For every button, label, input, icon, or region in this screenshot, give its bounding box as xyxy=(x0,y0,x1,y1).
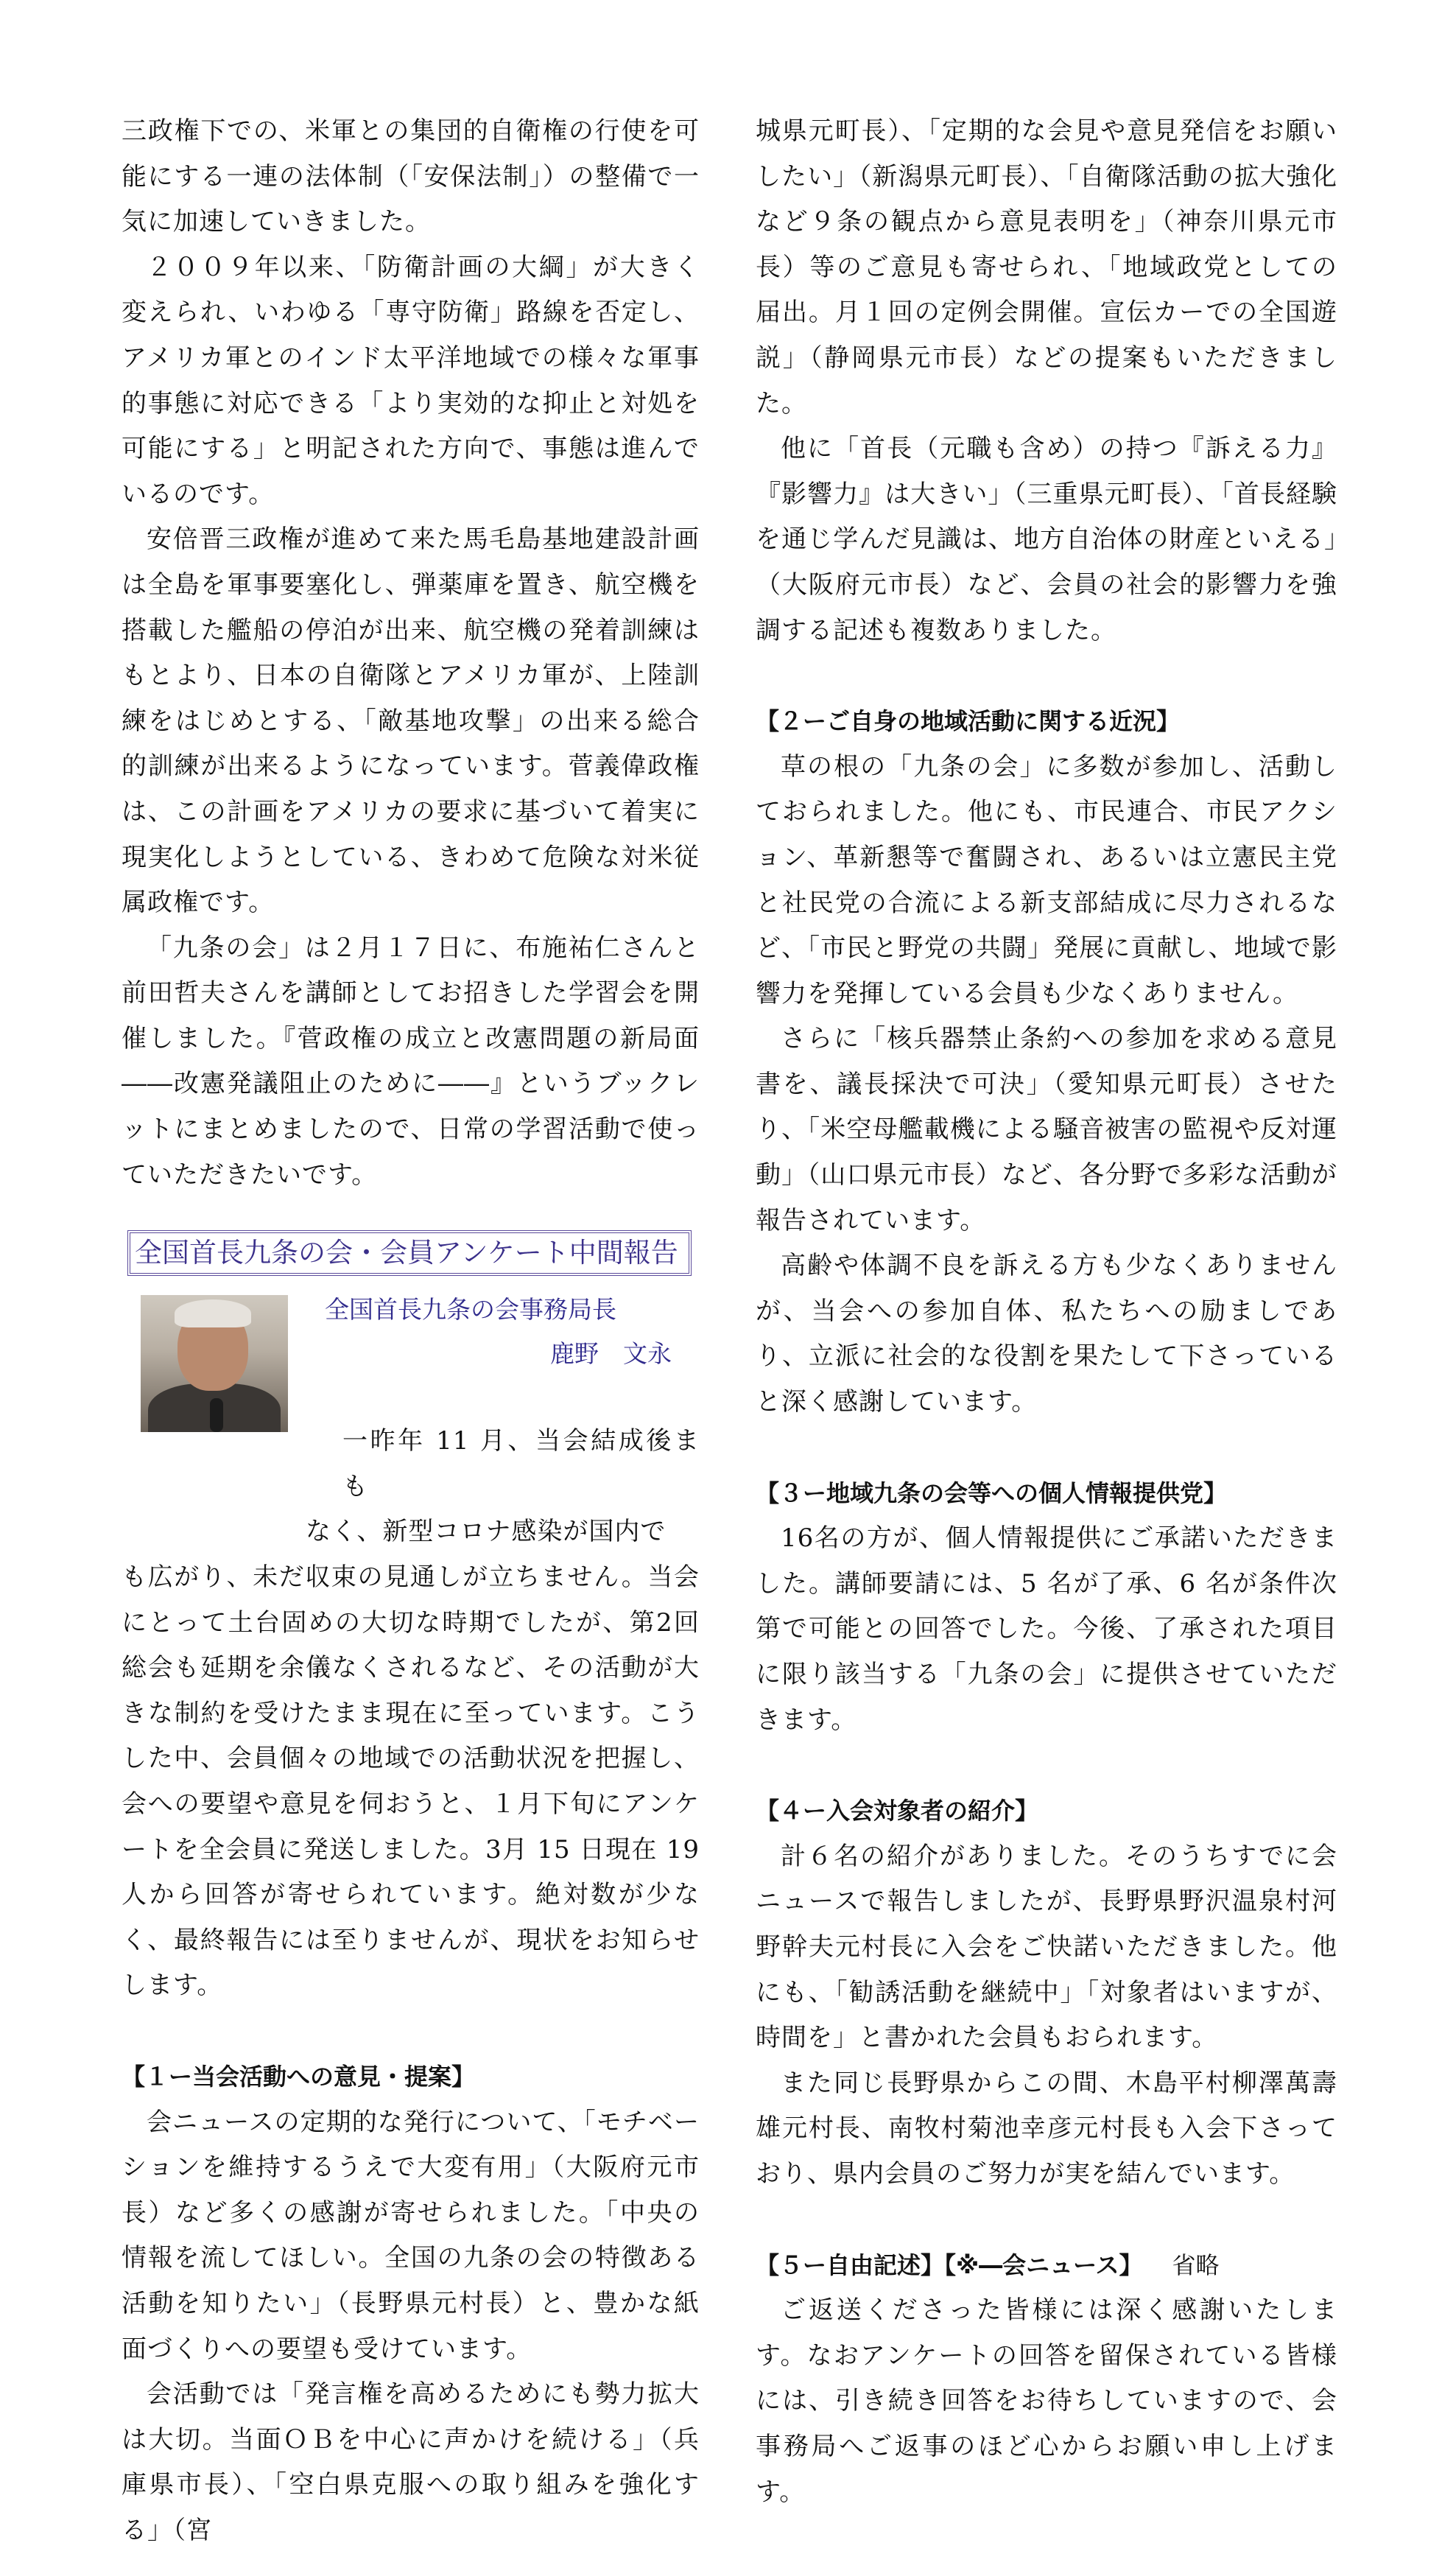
intro-line-1: 一昨年 11 月、当会結成後まも xyxy=(342,1426,700,1501)
paragraph-study-meeting: 「九条の会」は２月１７日に、布施祐仁さんと前田哲夫さんを講師としてお招きした学習会を開催しました。『菅政権の成立と改憲問題の新局面――改憲発議阻止のために――』というブックレットにまとめましたので、日常の学習活動で使っていただきたいです。 xyxy=(122,933,700,1190)
section-1-paragraph-1: 会ニュースの定期的な発行について、「モチベーションを維持するうえで大変有用」（大阪府元市長）など多くの感謝が寄せられました。「中央の情報を流してほしい。全国の九条の会の特徴ある活動を知りたい」（長野県元村長）と、豊かな紙面づくりへの要望も受けています。 xyxy=(122,2107,700,2364)
section-5-omitted-note: 省略 xyxy=(1172,2250,1220,2279)
paragraph-influence: 他に「首長（元職も含め）の持つ『訴える力』『影響力』は大きい」（三重県元町長）、「首長経験を通じ学んだ見識は、地方自治体の財産といえる」（大阪府元市長）など、会員の社会的影響力を強調する記述も複数ありました。 xyxy=(756,434,1337,645)
section-4-paragraph-1: 計６名の紹介がありました。そのうちすでに会ニュースで報告しましたが、長野県野沢温泉村河野幹夫元村長に入会をご快諾いただきました。他にも、「勧誘活動を継続中」「対象者はいますが、時間を」と書かれた会員もおられます。 xyxy=(756,1841,1337,2053)
right-column xyxy=(756,109,1337,2515)
paragraph-continued: 三政権下での、米軍との集団的自衛権の行使を可能にする一連の法体制（「安保法制」）の整備で一気に加速していきました。 xyxy=(122,116,700,237)
section-heading-2: 【２ーご自身の地域活動に関する近況】 xyxy=(756,707,1181,736)
section-3-paragraph-1: 16名の方が、個人情報提供にご承諾いただきました。講師要請には、5 名が了承、6 名が条件次第で可能との回答でした。今後、了承された項目に限り該当する「九条の会」に提供させていただきます。 xyxy=(756,1523,1337,1735)
intro-line-2: なく、新型コロナ感染が国内で xyxy=(306,1517,667,1547)
author-block xyxy=(122,1288,700,1448)
section-heading-4: 【４ー入会対象者の紹介】 xyxy=(756,1797,1039,1825)
section-4-paragraph-2: また同じ長野県からこの間、木島平村柳澤萬壽雄元村長、南牧村菊池幸彦元村長も入会下さっており、県内会員のご努力が実を結んでいます。 xyxy=(756,2068,1337,2189)
section-heading-5 xyxy=(756,2243,1337,2289)
section-1-paragraph-2: 会活動では「発言権を高めるためにも勢力拡大は大切。当面ＯＢを中心に声かけを続ける」（兵庫県市長）、「空白県克服への取り組みを強化する」（宮 xyxy=(122,2379,700,2545)
article-banner: 全国首長九条の会・会員アンケート中間報告 xyxy=(127,1230,692,1276)
author-title: 全国首長九条の会事務局長 xyxy=(325,1295,616,1325)
section-2-paragraph-1: 草の根の「九条の会」に多数が参加し、活動しておられました。他にも、市民連合、市民アクション、革新懇等で奮闘され、あるいは立憲民主党と社民党の合流による新支部結成に尽力されるなど、「市民と野党の共闘」発展に貢献し、地域で影響力を発揮している会員も少なくありません。 xyxy=(756,751,1337,1008)
intro-block xyxy=(122,1419,700,2009)
author-photo xyxy=(141,1295,288,1432)
paragraph-continued-right: 城県元町長）、「定期的な会見や意見発信をお願いしたい」（新潟県元町長）、「自衛隊活動の拡大強化など９条の観点から意見表明を」（神奈川県元市長）等のご意見も寄せられ、「地域政党としての届出。月１回の定例会開催。宣伝カーでの全国遊説」（静岡県元市長）などの提案もいただきました。 xyxy=(756,116,1337,418)
paragraph-defense-guidelines: ２００９年以来、「防衛計画の大綱」が大きく変えられ、いわゆる「専守防衛」路線を否定し、アメリカ軍とのインド太平洋地域での様々な軍事的事態に対応できる「より実効的な抑止と対処を可能にする」と明記された方向で、事態は進んでいるのです。 xyxy=(122,252,700,509)
section-heading-5-label: 【５ー自由記述】【※―会ニュース】 xyxy=(756,2250,1143,2279)
section-2-paragraph-2: さらに「核兵器禁止条約への参加を求める意見書を、議長採決で可決」（愛知県元町長）させたり、「米空母艦載機による騒音被害の監視や反対運動」（山口県元市長）など、各分野で多彩な活動が報告されています。 xyxy=(756,1024,1337,1235)
left-column xyxy=(122,109,700,2554)
section-5-paragraph-1: ご返送くださった皆様には深く感謝いたします。なおアンケートの回答を留保されている皆様には、引き続き回答をお待ちしていますので、会事務局へご返事のほど心からお願い申し上げます。 xyxy=(756,2295,1337,2507)
intro-paragraph: も広がり、未だ収束の見通しが立ちません。当会にとって土台固めの大切な時期でしたが、第2回総会も延期を余儀なくされるなど、その活動が大きな制約を受けたまま現在に至っています。こうした中、会員個々の地域での活動状況を把握し、会への要望や意見を伺おうと、１月下旬にアンケートを全会員に発送しました。3月 15 日現在 19 人から回答が寄せられています。絶対数が少なく、最終報告には至りませんが、現状をお知らせします。 xyxy=(122,1562,700,2001)
section-heading-1: 【１ー当会活動への意見・提案】 xyxy=(122,2062,476,2091)
author-name: 鹿野 文永 xyxy=(550,1339,672,1369)
section-heading-3: 【３ー地域九条の会等への個人情報提供党】 xyxy=(756,1478,1228,1507)
paragraph-mageshima: 安倍晋三政権が進めて来た馬毛島基地建設計画は全島を軍事要塞化し、弾薬庫を置き、航空機を搭載した艦船の停泊が出来、航空機の発着訓練はもとより、日本の自衛隊とアメリカ軍が、上陸訓練をはじめとする、「敵基地攻撃」の出来る総合的訓練が出来るようになっています。菅義偉政権は、この計画をアメリカの要求に基づいて着実に現実化しようとしている、きわめて危険な対米従属政権です。 xyxy=(122,525,700,918)
section-2-paragraph-3: 高齢や体調不良を訴える方も少なくありませんが、当会への参加自体、私たちへの励ましであり、立派に社会的な役割を果たして下さっていると深く感謝しています。 xyxy=(756,1251,1337,1417)
